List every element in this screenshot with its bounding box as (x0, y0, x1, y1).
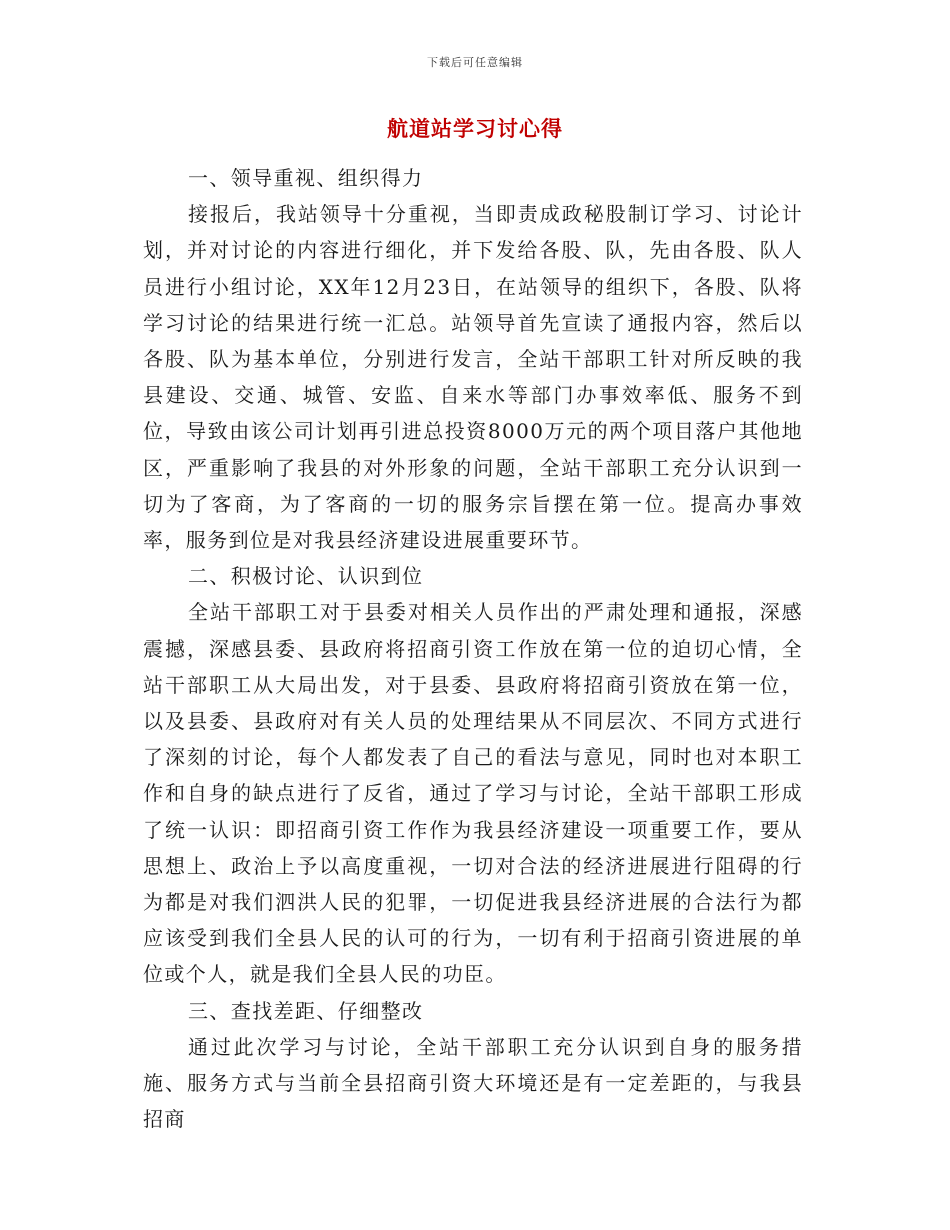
section-heading: 二、积极讨论、认识到位 (188, 564, 424, 589)
section-heading: 三、查找差距、仔细整改 (188, 998, 424, 1023)
document-body (143, 160, 803, 1137)
section-paragraph: 接报后，我站领导十分重视，当即责成政秘股制订学习、讨论计划，并对讨论的内容进行细化，并下发给各股、队，先由各股、队人员进行小组讨论，XX年12月23日，在站领导的组织下，各股、队将学习讨论的结果进行统一汇总。站领导首先宣读了通报内容，然后以各股、队为基本单位，分别进行发言，全站干部职工针对所反映的我县建设、交通、城管、安监、自来水等部门办事效率低、服务不到位，导致由该公司计划再引进总投资8000万元的两个项目落户其他地区，严重影响了我县的对外形象的问题，全站干部职工充分认识到一切为了客商，为了客商的一切的服务宗旨摆在第一位。提高办事效率，服务到位是对我县经济建设进展重要环节。 (143, 202, 803, 553)
document-title: 航道站学习讨心得 (387, 116, 563, 141)
header-note: 下载后可任意编辑 (427, 56, 523, 69)
section-paragraph: 全站干部职工对于县委对相关人员作出的严肃处理和通报，深感震撼，深感县委、县政府将招商引资工作放在第一位的迫切心情，全站干部职工从大局出发，对于县委、县政府将招商引资放在第一位，以及县委、县政府对有关人员的处理结果从不同层次、不同方式进行了深刻的讨论，每个人都发表了自己的看法与意见，同时也对本职工作和自身的缺点进行了反省，通过了学习与讨论，全站干部职工形成了统一认识：即招商引资工作作为我县经济建设一项重要工作，要从思想上、政治上予以高度重视，一切对合法的经济进展进行阻碍的行为都是对我们泗洪人民的犯罪，一切促进我县经济进展的合法行为都应该受到我们全县人民的认可的行为，一切有利于招商引资进展的单位或个人，就是我们全县人民的功臣。 (143, 600, 803, 987)
section-paragraph: 通过此次学习与讨论，全站干部职工充分认识到自身的服务措施、服务方式与当前全县招商引资大环境还是有一定差距的，与我县招商 (143, 1034, 803, 1132)
section-heading: 一、领导重视、组织得力 (188, 166, 424, 190)
